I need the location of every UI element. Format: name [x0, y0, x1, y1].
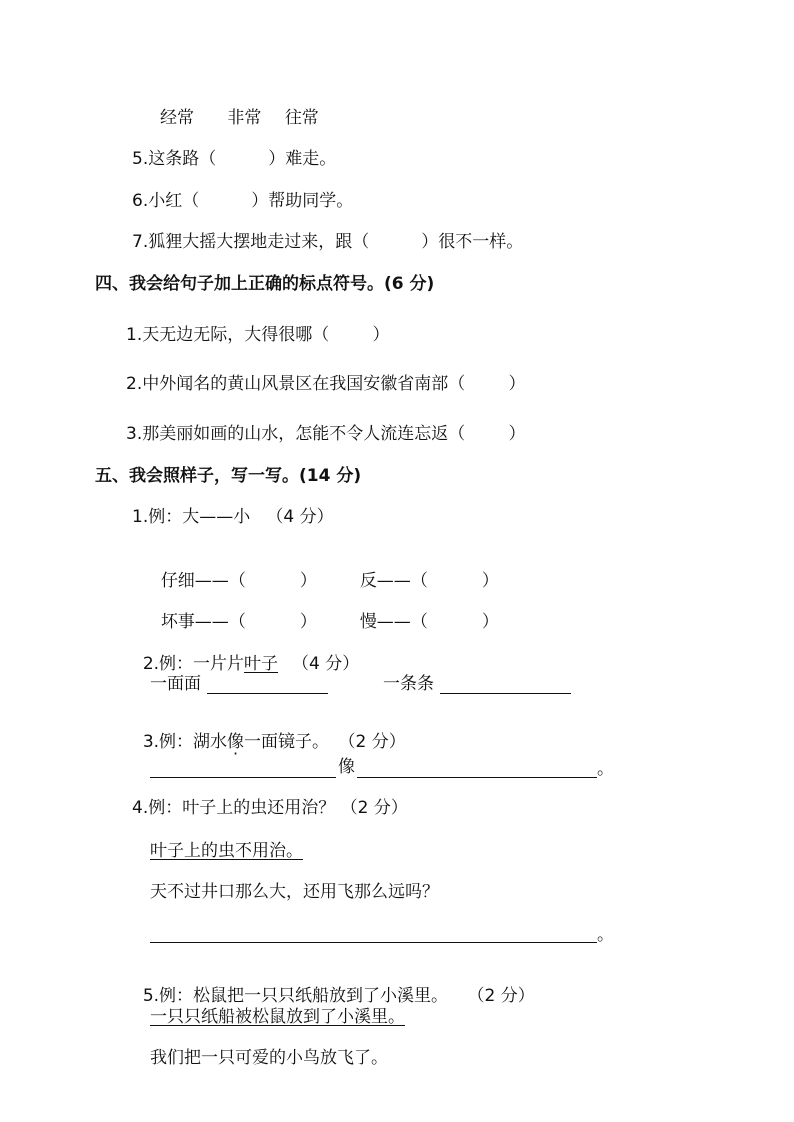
- word-bank: [160, 107, 319, 129]
- item-text: ）帮助同学。: [251, 191, 354, 211]
- antonym-pair: [150, 589, 317, 633]
- punctuation-item-3: [126, 423, 525, 445]
- antonym-pair: [150, 548, 317, 592]
- pair-word: 坏事——: [160, 612, 229, 632]
- punctuation-item-1: [126, 324, 389, 346]
- answer-blank[interactable]: （ ）: [410, 612, 499, 632]
- emphasized-word: 像: [227, 732, 245, 752]
- pair-word: 反——: [359, 571, 411, 591]
- item-text: 5.这条路（: [132, 149, 217, 169]
- score-label: （2 分）: [476, 986, 535, 1006]
- answer-line[interactable]: [150, 777, 336, 778]
- word-bank-item: 往常: [284, 108, 319, 128]
- antonym-pair: [349, 548, 499, 592]
- answer-blank[interactable]: （ ）: [448, 374, 526, 394]
- item-text: 1.天无边无际，大得很哪: [126, 325, 313, 345]
- sentence-period: 。: [597, 925, 614, 945]
- pair-word: 仔细——: [160, 571, 229, 591]
- q2-item-label: 一面面: [150, 674, 201, 694]
- item-text: 6.小红（: [132, 191, 200, 211]
- item-text: 2.中外闻名的黄山风景区在我国安徽省南部: [126, 374, 449, 394]
- item-text: ）很不一样。: [421, 232, 524, 252]
- answer-line[interactable]: [440, 693, 571, 694]
- example-text: 2.例：一片片: [142, 654, 245, 674]
- answer-blank[interactable]: （ ）: [410, 571, 499, 591]
- answer-blank[interactable]: （ ）: [228, 612, 317, 632]
- section-5-heading: 五、我会照样子，写一写。(14 分): [95, 466, 362, 486]
- sentence-period: 。: [597, 759, 614, 779]
- answer-blank[interactable]: （ ）: [312, 325, 390, 345]
- answer-blank[interactable]: （ ）: [448, 424, 526, 444]
- q2-example: [132, 631, 359, 675]
- answer-line[interactable]: [207, 693, 328, 694]
- item-text: 7.狐狸大摇大摆地走过来，跟（: [132, 232, 370, 252]
- q2-item-label: 一条条: [383, 674, 434, 694]
- answer-blank[interactable]: （ ）: [228, 571, 317, 591]
- fill-blank-item-7: [132, 231, 523, 253]
- example-text: 3.例：湖水: [142, 732, 228, 752]
- example-answer: 叶子上的虫不用治。: [150, 841, 303, 861]
- q3-connector: 像: [338, 757, 355, 777]
- q5-prompt: 我们把一只可爱的小鸟放飞了。: [150, 1048, 388, 1068]
- score-label: （2 分）: [347, 732, 406, 752]
- fill-blank-item-5: [132, 148, 336, 170]
- example-answer: 一只只纸船被松鼠放到了小溪里。: [150, 1007, 405, 1027]
- example-text: 一面镜子。: [244, 732, 330, 752]
- fill-blank-item-6: [132, 190, 353, 212]
- q5-example: [132, 963, 535, 1007]
- score-label: （4 分）: [292, 654, 360, 674]
- q3-example: [132, 709, 406, 753]
- q4-prompt: 天不过井口那么大，还用飞那么远吗？: [150, 882, 439, 902]
- underlined-word: 叶子: [244, 654, 279, 674]
- section-4-heading: 四、我会给句子加上正确的标点符号。(6 分): [95, 274, 435, 294]
- word-bank-item: 非常: [227, 108, 262, 128]
- word-bank-item: 经常: [160, 108, 194, 128]
- q1-example: 1.例：大——小 （4 分）: [132, 507, 334, 527]
- item-text: 3.那美丽如画的山水，怎能不令人流连忘返: [126, 424, 449, 444]
- item-text: ）难走。: [268, 149, 337, 169]
- example-text: 5.例：松鼠把一只只纸船放到了小溪里。: [142, 986, 449, 1006]
- antonym-pair: [349, 589, 499, 633]
- answer-line[interactable]: [150, 942, 597, 943]
- pair-word: 慢——: [359, 612, 411, 632]
- q4-example: 4.例：叶子上的虫还用治？ （2 分）: [132, 798, 408, 818]
- punctuation-item-2: [126, 373, 525, 395]
- answer-line[interactable]: [357, 777, 597, 778]
